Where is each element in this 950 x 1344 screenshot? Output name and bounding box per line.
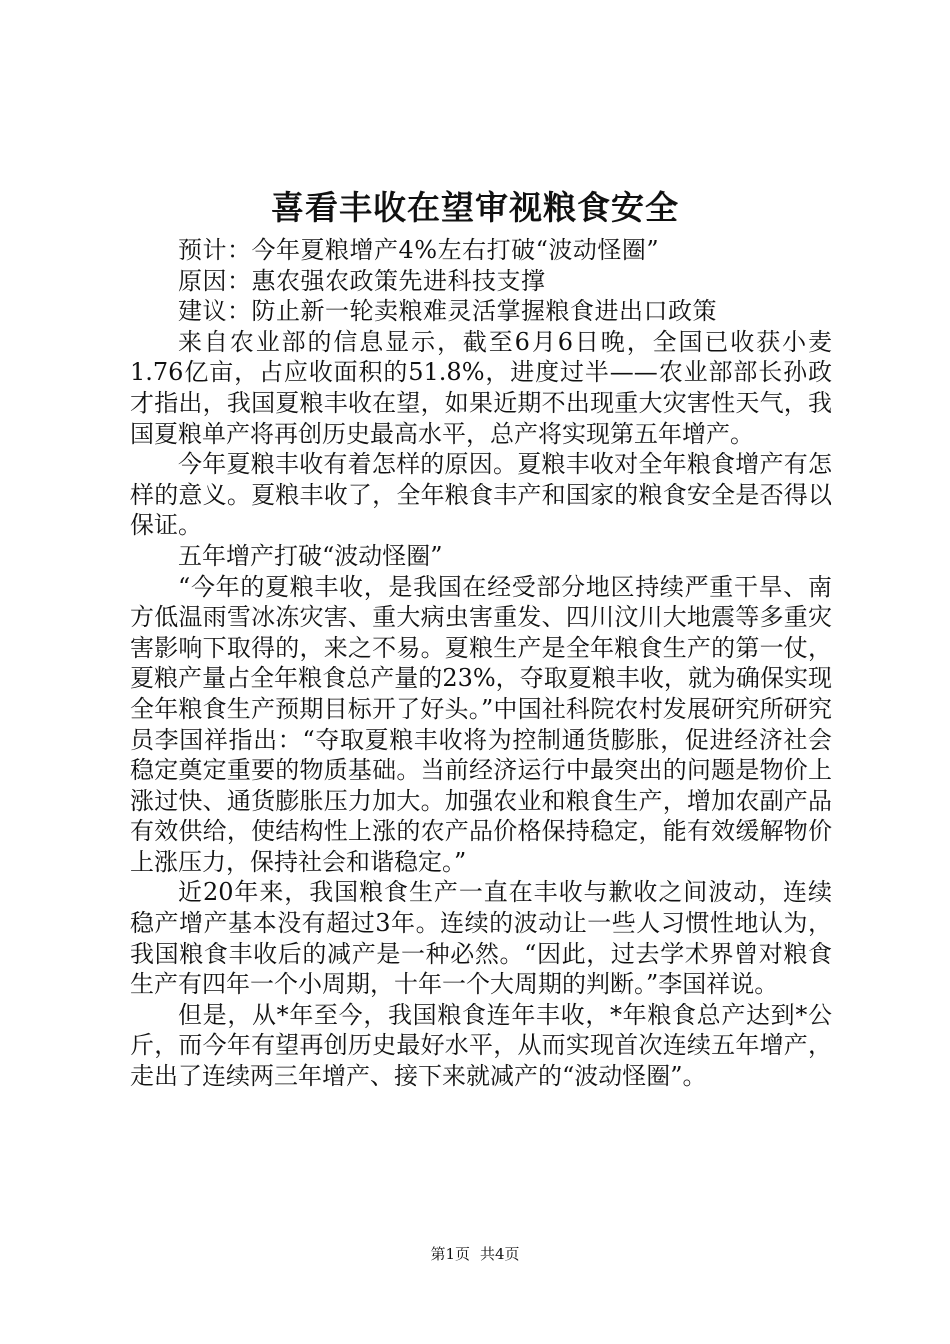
document-title: 喜看丰收在望审视粮食安全: [271, 188, 679, 227]
paragraph: 来自农业部的信息显示，截至6月6日晚，全国已收获小麦1.76亿亩，占应收面积的51.8%，进度过半——农业部部长孙政才指出，我国夏粮丰收在望，如果近期不出现重大灾害性天气，我国夏粮单产将再创历史最高水平，总产将实现第五年增产。: [130, 327, 832, 448]
section-heading: 五年增产打破“波动怪圈”: [178, 541, 443, 570]
summary-line-suggestion: 建议：防止新一轮卖粮难灵活掌握粮食进出口政策: [178, 297, 717, 326]
summary-line-reason: 原因：惠农强农政策先进科技支撑: [178, 266, 546, 295]
page-total: 共4页: [480, 1245, 520, 1263]
paragraph: 但是，从*年至今，我国粮食连年丰收，*年粮食总产达到*公斤，而今年有望再创历史最好水平，从而实现首次连续五年增产，走出了连续两三年增产、接下来就减产的“波动怪圈”。: [130, 1000, 832, 1091]
paragraph: 今年夏粮丰收有着怎样的原因。夏粮丰收对全年粮食增产有怎样的意义。夏粮丰收了，全年粮食丰产和国家的粮食安全是否得以保证。: [130, 450, 832, 540]
paragraph: 近20年来，我国粮食生产一直在丰收与歉收之间波动，连续稳产增产基本没有超过3年。连续的波动让一些人习惯性地认为，我国粮食丰收后的减产是一种必然。“因此，过去学术界曾对粮食生产有四年一个小周期，十年一个大周期的判断。”李国祥说。: [130, 878, 832, 999]
paragraph: “今年的夏粮丰收，是我国在经受部分地区持续严重干旱、南方低温雨雪冰冻灾害、重大病虫害重发、四川汶川大地震等多重灾害影响下取得的，来之不易。夏粮生产是全年粮食生产的第一仗，夏粮产量占全年粮食总产量的23%，夺取夏粮丰收，就为确保实现全年粮食生产预期目标开了好头。”中国社科院农村发展研究所研究员李国祥指出：“夺取夏粮丰收将为控制通货膨胀，促进经济社会稳定奠定重要的物质基础。当前经济运行中最突出的问题是物价上涨过快、通货膨胀压力加大。加强农业和粮食生产，增加农副产品有效供给，使结构性上涨的农产品价格保持稳定，能有效缓解物价上涨压力，保持社会和谐稳定。”: [130, 572, 832, 876]
page-number: 第1页: [430, 1245, 470, 1263]
page-footer: [0, 1243, 950, 1265]
summary-line-forecast: 预计：今年夏粮增产4%左右打破“波动怪圈”: [178, 236, 660, 264]
document-body: [130, 235, 832, 1092]
